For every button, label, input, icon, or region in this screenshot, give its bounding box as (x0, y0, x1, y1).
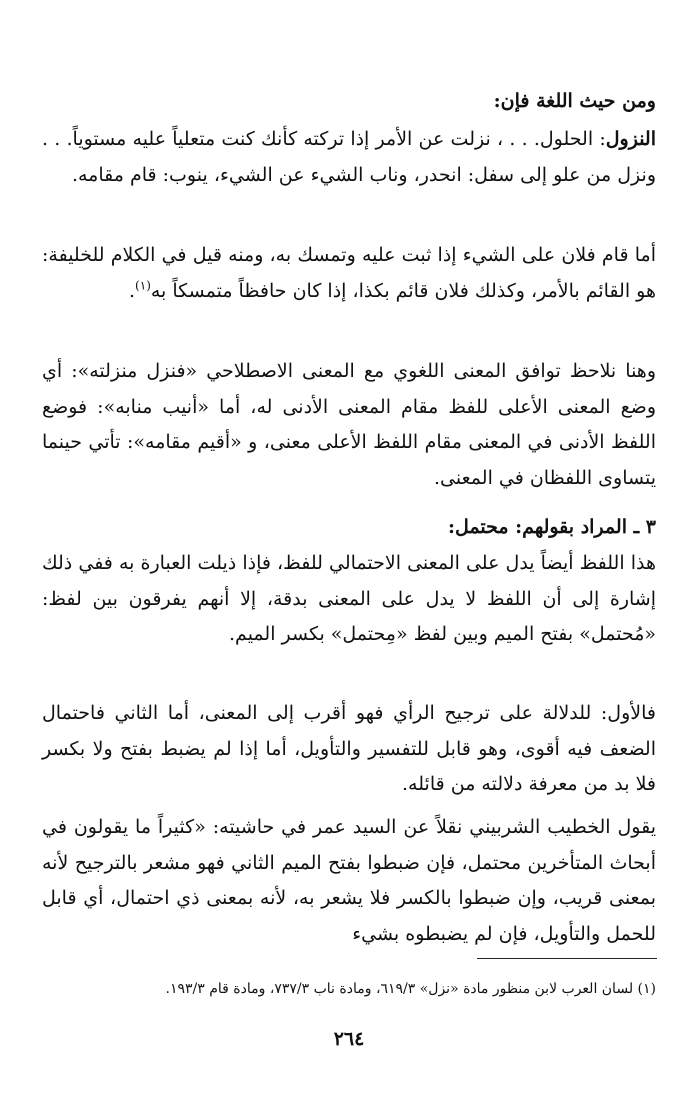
section-heading-language: ومن حيث اللغة فإن: (493, 90, 656, 112)
paragraph-quote (42, 810, 656, 952)
paragraph-comparison-text: وهنا نلاحظ توافق المعنى اللغوي مع المعنى الاصطلاحي «فنزل منزلته»: أي وضع المعنى الأعلى للفظ مقام المعنى الأدنى له، أما «أنيب منابه»: فوضع اللفظ الأدنى في المعنى مقام اللفظ الأعلى معنى، و «أقيم مقامه»: تأتي حينما يتساوى اللفظان في المعنى. (42, 360, 656, 489)
page-number: ٢٦٤ (333, 1028, 365, 1050)
paragraph-first-second-text: فالأول: للدلالة على ترجيح الرأي فهو أقرب إلى المعنى، أما الثاني فاحتمال الضعف فيه أقوى، وهو قابل للتفسير والتأويل، أما إذا لم يضبط بفتح ولا بكسر فلا بد من معرفة دلالته من قائله. (42, 702, 656, 795)
paragraph-quote-text: يقول الخطيب الشربيني نقلاً عن السيد عمر في حاشيته: «كثيراً ما يقولون في أبحاث المتأخرين محتمل، فإن ضبطوا بفتح الميم الثاني فهو مشعر بالترجيح لأنه بمعنى قريب، وإن ضبطوا بالكسر فلا يشعر به، لأنه بمعنى ذي احتمال، أي قابل للحمل والتأويل، فإن لم يضبطوه بشيء (42, 816, 656, 945)
footnote-reference[interactable]: (١) (135, 278, 151, 293)
paragraph-muhtamal (42, 546, 656, 653)
paragraph-nuzul-text: : الحلول. . . ، نزلت عن الأمر إذا تركته كأنك كنت متعلياً عليه مستوياً. . . ونزل من علو إلى سفل: انحدر، وناب الشيء عن الشيء، ينوب: قام مقامه. (42, 128, 656, 186)
footnote-divider (477, 958, 657, 959)
paragraph-muhtamal-text: هذا اللفظ أيضاً يدل على المعنى الاحتمالي للفظ، فإذا ذيلت العبارة به ففي ذلك إشارة إلى أن اللفظ لا يدل على المعنى بدقة، إلا أنهم يفرقون بين لفظ: «مُحتمل» بفتح الميم وبين لفظ «مِحتمل» بكسر الميم. (42, 552, 656, 645)
paragraph-qama (42, 238, 656, 309)
paragraph-nuzul (42, 122, 656, 193)
paragraph-first-second (42, 696, 656, 803)
paragraph-qama-end: . (129, 279, 136, 302)
footnote: (١) لسان العرب لابن منظور مادة «نزل» ٦١٩/٣، ومادة ناب ٧٣٧/٣، ومادة قام ١٩٣/٣. (165, 981, 656, 997)
section-heading-muhtamal: ٣ ـ المراد بقولهم: محتمل: (447, 516, 656, 538)
term-nuzul: النزول (605, 128, 656, 150)
paragraph-qama-text: أما قام فلان على الشيء إذا ثبت عليه وتمسك به، ومنه قيل في الكلام للخليفة: هو القائم بالأمر، وكذلك فلان قائم بكذا، إذا كان حافظاً متمسكاً به (42, 244, 656, 302)
paragraph-comparison (42, 354, 656, 496)
